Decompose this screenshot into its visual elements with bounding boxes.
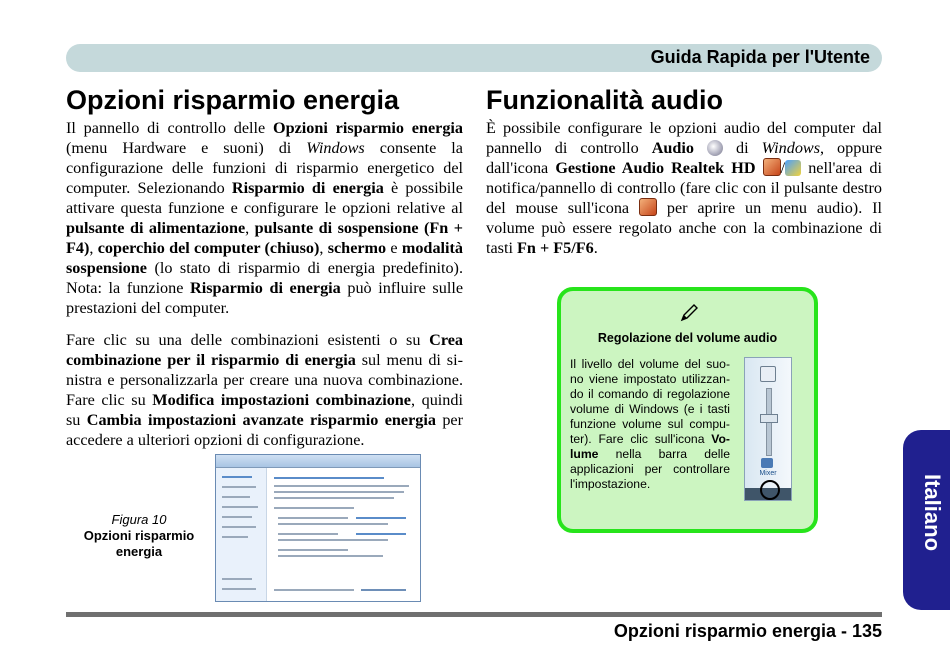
pen-icon <box>679 303 699 323</box>
right-paragraph: È possibile configurare le opzioni audio del computer dal pannello di controllo Audio di Windows, oppure dall'icona Gestione Audio Realtek HD / nell'area di notifica/pannello di controllo (fare clic con il pulsante destro del mouse sull'icona per aprire un menu audio). Il volume può essere regolato anche con la combinazione di tasti Fn + F5/F6. <box>486 119 883 257</box>
left-paragraph-2 <box>66 330 463 450</box>
speaker-icon <box>639 198 657 216</box>
text-run: pulsante di sospensione (Fn + F4) <box>66 219 464 257</box>
speaker-icon <box>763 158 781 176</box>
text-run: sul menu di si-nistra e personalizzarla per creare una nuova combinazione. Fare clic su <box>66 351 463 409</box>
text-run: Risparmio di energia <box>231 179 384 197</box>
text-run: Windows <box>306 139 365 157</box>
power-options-screenshot <box>215 454 421 602</box>
figure-caption <box>66 512 212 560</box>
text-run: Il pannello di controllo delle <box>66 119 273 137</box>
realtek-icon <box>785 160 801 176</box>
text-run: , <box>319 239 328 257</box>
header-title: Guida Rapida per l'Utente <box>650 47 870 67</box>
text-run: e <box>386 239 402 257</box>
screenshot-nav-pane <box>216 468 267 601</box>
figure-number: Figura 10 <box>111 512 167 527</box>
mute-icon <box>761 458 773 468</box>
volume-icon-highlight <box>760 480 780 500</box>
text-run: (lo stato di risparmio di energia predefinito). Nota: la funzione <box>66 259 463 297</box>
text-run: può influire sulle prestazioni del computer. <box>66 279 463 317</box>
side-tab-label: Italiano <box>920 474 945 552</box>
text-run: , <box>245 219 255 237</box>
text-run: Fare clic su una delle combinazioni esistenti o su <box>66 331 430 349</box>
note-title: Regolazione del volume audio <box>597 331 778 345</box>
volume-slider-widget <box>744 357 792 501</box>
footer-title: Opzioni risparmio energia - 135 <box>613 621 882 641</box>
text-run: Modifica impostazioni combinazione <box>152 391 411 409</box>
right-heading: Funzionalità audio <box>486 85 723 115</box>
speaker-device-icon <box>760 366 776 382</box>
text-run: , <box>89 239 98 257</box>
text-run: (menu Hardware e suoni) di <box>66 139 307 157</box>
volume-note-box <box>557 287 818 533</box>
text-run: per accedere a ulteriori opzioni di configurazione. <box>66 411 463 449</box>
volume-slider-thumb <box>760 414 778 423</box>
mixer-link: Mixer <box>759 470 777 477</box>
text-run: Cambia impostazioni avanzate risparmio energia <box>86 411 436 429</box>
text-run: pulsante di alimentazione <box>66 219 246 237</box>
text-run: modalità sospensione <box>66 239 464 277</box>
left-column <box>66 118 463 462</box>
figure-title: Opzioni risparmio energia <box>83 528 195 559</box>
screenshot-address-bar <box>216 455 420 468</box>
text-run: , quindi su <box>66 391 463 429</box>
left-paragraph-1 <box>66 118 463 318</box>
text-run: coperchio del computer (chiuso) <box>97 239 320 257</box>
right-column <box>486 118 882 270</box>
header-bar <box>66 44 882 72</box>
text-run: Crea combinazione per il risparmio di energia <box>66 331 463 369</box>
language-side-tab <box>903 430 950 610</box>
cd-audio-icon <box>707 140 723 156</box>
text-run: è possibile attivare questa funzione e configurare le opzioni relative al <box>66 179 463 217</box>
text-run: schermo <box>327 239 387 257</box>
text-run: Risparmio di energia <box>190 279 341 297</box>
footer-rule <box>66 612 882 617</box>
text-run: Opzioni risparmio energia <box>273 119 463 137</box>
left-heading: Opzioni risparmio energia <box>66 85 400 115</box>
note-text: Il livello del volume del suo-no viene impostato utilizzan-do il comando di regolazione volume di Windows (e i tasti funzione volume sul compu-ter). Fare clic sull'icona Vo-lume nella barra delle applicazioni per controllare l'impostazione. <box>570 357 730 491</box>
text-run: consente la configurazione delle funzioni di risparmio energetico del computer. Selezionando <box>66 139 463 197</box>
